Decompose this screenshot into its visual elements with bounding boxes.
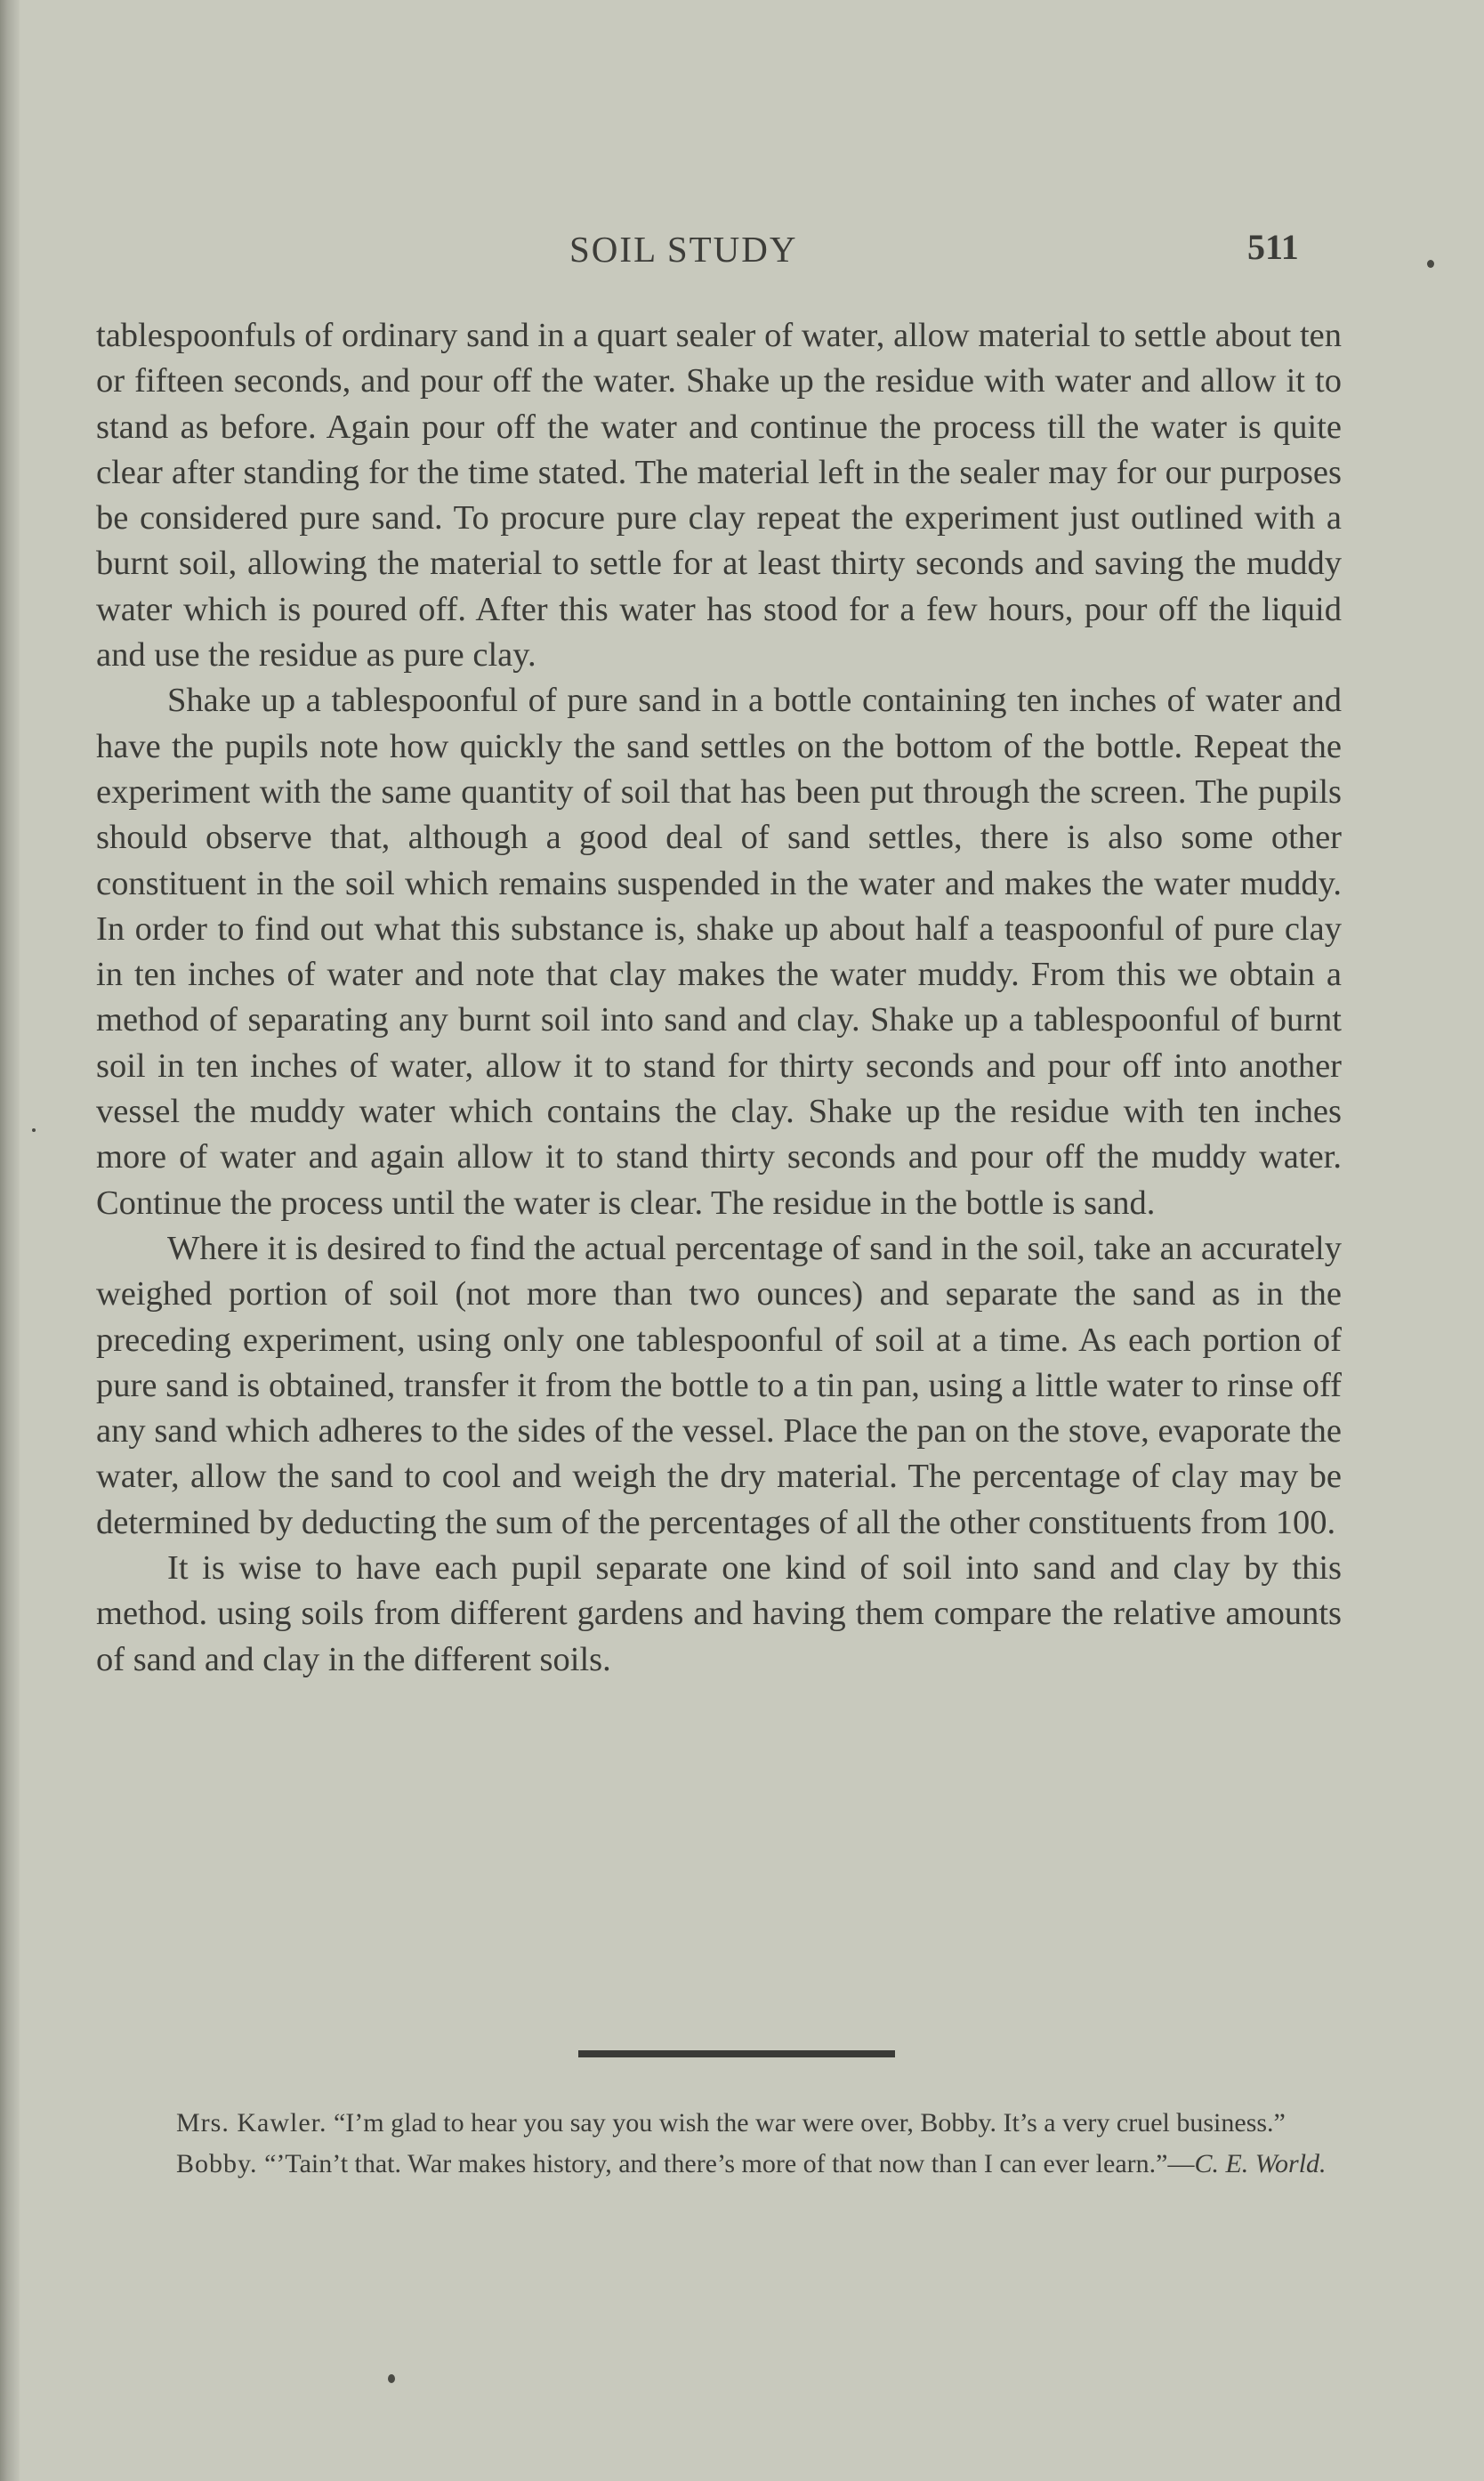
paragraph-1: tablespoonfuls of ordinary sand in a quart sealer of water, allow material to settle about ten or fifteen seconds, and pour off the water. Shake up the residue with water and allow it to stand as before. Again pour off the water and continue the process till the water is quite clear after standing for the time stated. The material left in the sealer may for our purposes be considered pure sand. To procure pure clay repeat the experiment just outlined with a burnt soil, allowing the material to settle for at least thirty seconds and saving the muddy water which is poured off. After this water has stood for a few hours, pour off the liquid and use the residue as pure clay.	[96, 317, 1342, 675]
anecdote-speaker-1: Mrs. Kawler.	[176, 2108, 327, 2138]
anecdote-speaker-2: Bobby.	[176, 2149, 258, 2178]
page-binding-edge	[0, 0, 20, 2481]
anecdote-text-2: “’Tain’t that. War makes history, and there’s more of that now than I can ever learn.”—	[264, 2149, 1195, 2178]
section-divider-rule	[578, 2050, 895, 2057]
paragraph-3: Where it is desired to find the actual percentage of sand in the soil, take an accurately weighed portion of soil (not more than two ounces) and separate the sand as in the preceding experiment, using only one tablespoonful of soil at a time. As each portion of pure sand is obtained, transfer it from the bottle to a tin pan, using a little water to rinse off any sand which adheres to the sides of the vessel. Place the pan on the stove, evaporate the water, allow the sand to cool and weigh the dry material. The percentage of clay may be determined by deducting the sum of the percentages of all the other constituents from 100.	[96, 1229, 1342, 1541]
running-head: SOIL STUDY	[569, 229, 798, 270]
anecdote-text-1: “I’m glad to hear you say you wish the war were over, Bobby. It’s a very cruel business.”	[333, 2108, 1286, 2138]
anecdote-line-1	[125, 2105, 1352, 2141]
paper-speck	[388, 2374, 395, 2383]
page-number: 511	[1247, 227, 1299, 267]
anecdote-source: C. E. World.	[1194, 2149, 1327, 2178]
paragraph-2: Shake up a tablespoonful of pure sand in a bottle containing ten inches of water and have the pupils note how quickly the sand settles on the bottom of the bottle. Repeat the experiment with the same quantity of soil that has been put through the screen. The pupils should observe that, although a good deal of sand settles, there is also some other constituent in the soil which remains suspended in the water and makes the water muddy. In order to find out what this substance is, shake up about half a teaspoonful of pure clay in ten inches of water and note that clay makes the water muddy. From this we obtain a method of separating any burnt soil into sand and clay. Shake up a tablespoonful of burnt soil in ten inches of water, allow it to stand for thirty seconds and pour off into another vessel the muddy water which contains the clay. Shake up the residue with ten inches more of water and again allow it to stand thirty seconds and pour off the muddy water. Continue the process until the water is clear. The residue in the bottle is sand.	[96, 682, 1342, 1222]
anecdote-line-2	[125, 2146, 1352, 2182]
paper-speck	[1427, 260, 1434, 268]
paper-speck	[32, 1128, 36, 1132]
body-text	[96, 313, 1342, 1683]
paragraph-4: It is wise to have each pupil separate one kind of soil into sand and clay by this method. using soils from different gardens and having them compare the relative amounts of sand and clay in the different soils.	[96, 1549, 1342, 1678]
page-header	[0, 228, 1484, 281]
anecdote	[125, 2105, 1352, 2187]
